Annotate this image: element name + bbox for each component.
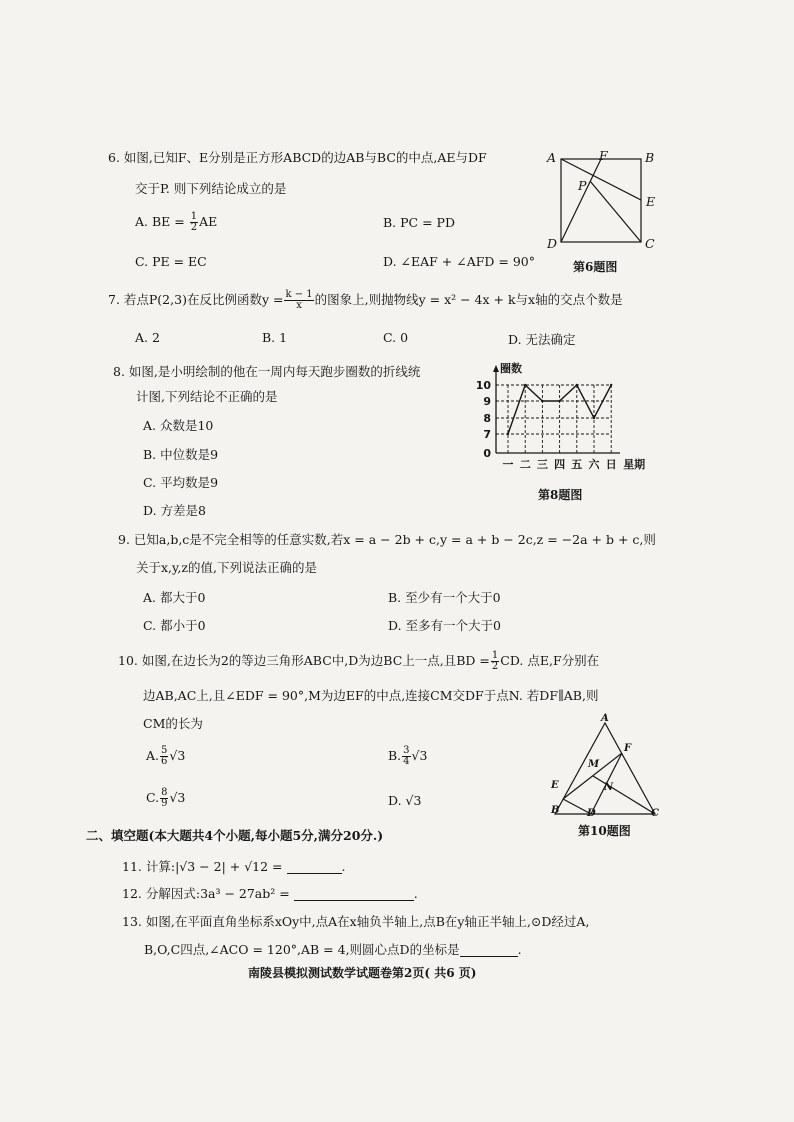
q13-answer-blank[interactable] xyxy=(460,944,518,957)
q10-line1-post: CD. 点E,F分别在 xyxy=(500,653,600,668)
q10-caption: 第10题图 xyxy=(578,824,631,838)
q7-frac xyxy=(284,290,313,311)
q7-frac-den: x xyxy=(296,300,302,311)
q10-option-a-post: √3 xyxy=(169,748,186,763)
q8-line-chart xyxy=(470,360,660,475)
q10-option-c-post: √3 xyxy=(169,790,186,805)
q8-point-3 xyxy=(558,400,560,402)
q6-option-a-post: AE xyxy=(199,214,218,229)
q7-stem-pre: 7. 若点P(2,3)在反比例函数y = xyxy=(108,292,284,307)
q6-label-p: P xyxy=(578,178,587,193)
q6-line2: 交于P. 则下列结论成立的是 xyxy=(135,181,287,196)
q10-line3: CM的长为 xyxy=(143,716,203,731)
q6-option-c[interactable]: C. PE = EC xyxy=(135,254,207,269)
q12-post: . xyxy=(413,886,418,901)
q8-xlabel: 星期 xyxy=(623,458,646,471)
q10-label-d: D xyxy=(587,808,596,819)
q8-xtick-1: 二 xyxy=(519,458,531,471)
q6-segment-pc xyxy=(590,181,641,242)
q6-label-b: B xyxy=(645,150,655,165)
q9-option-a[interactable]: A. 都大于0 xyxy=(143,590,206,605)
q6-label-f: F xyxy=(599,148,608,163)
q13-line2-post: . xyxy=(517,942,522,957)
q8-line2: 计图,下列结论不正确的是 xyxy=(136,389,278,404)
q8-option-a[interactable]: A. 众数是10 xyxy=(143,418,214,433)
q7-frac-num: k − 1 xyxy=(285,289,313,300)
q8-ylabel: 圈数 xyxy=(500,362,522,375)
q10-option-b-frac xyxy=(402,746,410,767)
q9-option-c[interactable]: C. 都小于0 xyxy=(143,618,206,633)
q10-option-a[interactable] xyxy=(146,746,185,767)
q6-option-a-num: 1 xyxy=(190,211,198,222)
q8-y-axis-arrow xyxy=(493,365,499,372)
q6-label-e: E xyxy=(646,194,656,209)
q10-label-m: M xyxy=(588,759,600,770)
q10-line1-pre: 10. 如图,在边长为2的等边三角形ABC中,D为边BC上一点,且BD = xyxy=(118,653,490,668)
q9-option-b[interactable]: B. 至少有一个大于0 xyxy=(388,590,501,605)
q7-stem xyxy=(108,290,623,311)
q10-label-e: E xyxy=(551,780,559,791)
q10-option-a-den: 6 xyxy=(161,756,168,767)
q10-label-f: F xyxy=(624,743,632,754)
q6-line1: 6. 如图,已知F、E分别是正方形ABCD的边AB与BC的中点,AE与DF xyxy=(108,150,487,165)
q8-point-2 xyxy=(541,400,543,402)
q10-option-c-den: 9 xyxy=(161,798,168,809)
page-footer: 南陵县模拟测试数学试题卷第2页( 共6 页) xyxy=(248,966,477,980)
q13-line2-pre: B,O,C四点,∠ACO = 120°,AB = 4,则圆心点D的坐标是 xyxy=(144,942,460,957)
q6-segment-df xyxy=(561,159,601,242)
q6-square xyxy=(561,159,641,242)
q8-xtick-3: 四 xyxy=(554,458,566,471)
q8-ytick-0: 0 xyxy=(483,447,491,460)
q10-option-c-frac xyxy=(160,788,168,809)
q10-line1-den: 2 xyxy=(491,661,499,672)
q8-xtick-0: 一 xyxy=(502,458,514,471)
q6-label-c: C xyxy=(645,236,655,251)
q6-label-d: D xyxy=(547,236,558,251)
q8-xtick-4: 五 xyxy=(571,458,583,471)
q7-option-d[interactable]: D. 无法确定 xyxy=(508,332,576,347)
q10-option-c-num: 8 xyxy=(161,787,168,798)
q8-point-4 xyxy=(576,384,578,386)
q10-line2: 边AB,AC上,且∠EDF = 90°,M为边EF的中点,连接CM交DF于点N. 若DF∥AB,则 xyxy=(143,688,599,703)
q10-line1-frac xyxy=(491,651,499,672)
q6-figure xyxy=(545,150,655,250)
q10-option-a-num: 5 xyxy=(161,745,168,756)
q13-line2 xyxy=(144,942,522,957)
q9-option-d[interactable]: D. 至多有一个大于0 xyxy=(388,618,501,633)
q11-answer-blank[interactable] xyxy=(287,861,342,874)
q8-ytick-9: 9 xyxy=(483,395,491,408)
q12-pre: 12. 分解因式:3a³ − 27ab² = xyxy=(122,886,290,901)
q11-post: . xyxy=(341,859,346,874)
q10-line1 xyxy=(118,651,599,672)
q10-option-b-pre: B. xyxy=(388,748,402,763)
q9-line2: 关于x,y,z的值,下列说法正确的是 xyxy=(136,560,317,575)
q8-point-6 xyxy=(610,384,612,386)
q6-option-a-den: 2 xyxy=(190,222,198,233)
q10-label-n: N xyxy=(604,782,614,793)
q8-option-b[interactable]: B. 中位数是9 xyxy=(143,447,219,462)
q8-xtick-6: 日 xyxy=(605,458,617,471)
q10-figure xyxy=(545,715,665,825)
q7-stem-post: 的图象上,则抛物线y = x² − 4x + k与x轴的交点个数是 xyxy=(314,292,623,307)
q8-xtick-5: 六 xyxy=(588,458,600,471)
q8-point-0 xyxy=(507,433,509,435)
q10-option-b-den: 4 xyxy=(403,756,410,767)
q11-pre: 11. 计算:|√3 − 2| + √12 = xyxy=(122,859,283,874)
q10-label-c: C xyxy=(651,808,659,819)
q10-line1-num: 1 xyxy=(491,650,499,661)
q7-option-c[interactable]: C. 0 xyxy=(383,330,409,345)
q10-option-c[interactable] xyxy=(146,788,185,809)
q12 xyxy=(122,886,418,901)
q10-label-b: B xyxy=(551,805,560,816)
q10-option-b[interactable] xyxy=(388,746,427,767)
q7-option-b[interactable]: B. 1 xyxy=(262,330,288,345)
q10-option-b-post: √3 xyxy=(411,748,428,763)
q10-option-a-pre: A. xyxy=(146,748,160,763)
q11 xyxy=(122,859,346,874)
q6-option-a-pre: A. BE = xyxy=(135,214,189,229)
q8-option-d[interactable]: D. 方差是8 xyxy=(143,503,206,518)
q10-option-a-frac xyxy=(160,746,168,767)
q9-line1: 9. 已知a,b,c是不完全相等的任意实数,若x = a − 2b + c,y = a + b − 2c,z = −2a + b + c,则 xyxy=(118,532,656,547)
q8-ytick-10: 10 xyxy=(475,379,491,392)
q10-triangle-abc xyxy=(555,723,655,814)
q8-point-5 xyxy=(593,417,595,419)
q8-ytick-8: 8 xyxy=(483,412,491,425)
q6-option-a[interactable] xyxy=(135,212,217,233)
section-2-heading: 二、填空题(本大题共4个小题,每小题5分,满分20分.) xyxy=(86,828,384,843)
q10-option-c-pre: C. xyxy=(146,790,160,805)
q10-label-a: A xyxy=(601,713,609,724)
q8-option-c[interactable]: C. 平均数是9 xyxy=(143,475,219,490)
q7-option-a[interactable]: A. 2 xyxy=(135,330,160,345)
q8-line1: 8. 如图,是小明绘制的他在一周内每天跑步圈数的折线统 xyxy=(113,364,421,379)
q10-segment-cm xyxy=(593,776,655,814)
q8-caption: 第8题图 xyxy=(538,488,583,502)
q10-option-d[interactable]: D. √3 xyxy=(388,793,422,808)
q8-point-1 xyxy=(524,384,526,386)
q10-option-b-num: 3 xyxy=(403,745,410,756)
q8-ytick-7: 7 xyxy=(483,428,491,441)
q8-xtick-2: 三 xyxy=(536,458,548,471)
q6-label-a: A xyxy=(547,150,557,165)
q6-option-a-frac xyxy=(190,212,198,233)
q12-answer-blank[interactable] xyxy=(294,888,414,901)
q6-option-d[interactable]: D. ∠EAF + ∠AFD = 90° xyxy=(383,254,536,269)
q13-line1: 13. 如图,在平面直角坐标系xOy中,点A在x轴负半轴上,点B在y轴正半轴上,⊙D经过A, xyxy=(122,914,590,929)
q6-caption: 第6题图 xyxy=(573,260,618,274)
q6-option-b[interactable]: B. PC = PD xyxy=(383,215,455,230)
